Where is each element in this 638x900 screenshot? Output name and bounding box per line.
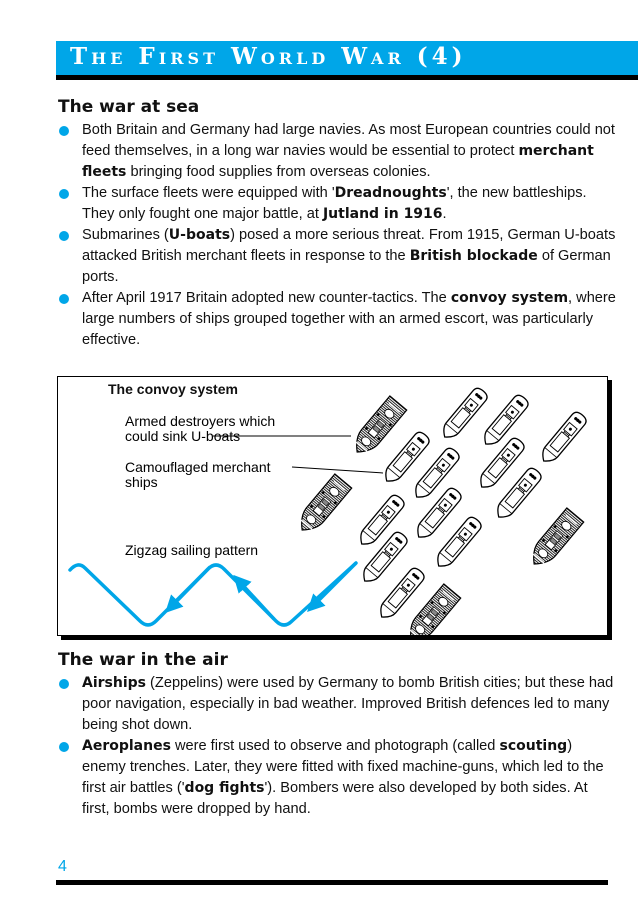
bullet-text: ', the new battleships. They only fought one major battle, at	[82, 185, 587, 222]
key-term: U-boats	[168, 227, 231, 243]
bullet-text: The surface fleets were equipped with '	[82, 185, 335, 201]
convoy-figure	[57, 376, 608, 636]
bullet-item	[58, 736, 618, 820]
sea-bullet-list	[58, 120, 618, 351]
bullet-text: .	[442, 206, 447, 222]
footer-rule	[56, 880, 608, 885]
zigzag-arrow-1	[312, 563, 356, 607]
merchant-ship-icon	[480, 393, 531, 449]
bullet-text: Submarines (	[82, 227, 169, 243]
bullet-dot-icon	[59, 189, 69, 199]
destroyer-icon	[294, 474, 352, 537]
key-term: scouting	[499, 738, 568, 754]
bullet-item	[58, 120, 618, 183]
section-heading-sea: The war at sea	[58, 97, 200, 117]
section-heading-air: The war in the air	[58, 650, 228, 670]
bullet-text: (Zeppelins) were used by Germany to bomb British cities; but these had poor navigation, especially in bad weather. Improved British defences led to many being shot down.	[82, 675, 614, 733]
key-term: British blockade	[409, 248, 538, 264]
bullet-text: '). Bombers were also developed by both sides. At first, bombs were dropped by hand.	[82, 780, 588, 817]
bullet-item	[58, 673, 618, 736]
bullet-item	[58, 183, 618, 225]
key-term: Jutland in 1916	[322, 206, 443, 222]
bullet-dot-icon	[59, 294, 69, 304]
bullet-text: , where large numbers of ships grouped together with an armed escort, was particularly effective.	[82, 290, 616, 348]
bullet-dot-icon	[59, 126, 69, 136]
label-destroyers-line1: Armed destroyers which	[125, 413, 276, 429]
bullet-text: After April 1917 Britain adopted new counter-tactics. The	[82, 290, 451, 306]
bullet-dot-icon	[59, 679, 69, 689]
label-merchant-line2: ships	[125, 474, 158, 490]
bullet-dot-icon	[59, 231, 69, 241]
bullet-text: ) enemy trenches. Later, they were fitted with fixed machine-guns, which led to the first air battles ('	[82, 738, 604, 796]
label-destroyers-line2: could sink U-boats	[125, 428, 241, 444]
bullet-text: were first used to observe and photograph (called	[170, 738, 500, 754]
zigzag-arrow-2	[238, 580, 274, 619]
bullet-item	[58, 288, 618, 351]
destroyer-icon	[526, 508, 584, 571]
page-number: 4	[58, 858, 67, 875]
figure-title: The convoy system	[108, 381, 238, 397]
key-term: Aeroplanes	[82, 738, 171, 754]
key-term: convoy system	[450, 290, 569, 306]
label-zigzag: Zigzag sailing pattern	[125, 542, 259, 558]
zigzag-line	[70, 563, 356, 625]
chapter-title: The First World War (4)	[70, 43, 467, 70]
air-bullet-list	[58, 673, 618, 820]
zigzag-path	[70, 563, 356, 625]
merchant-ship-icon	[439, 386, 490, 442]
key-term: merchant fleets	[82, 143, 594, 180]
merchant-leader-line	[292, 467, 383, 473]
convoy-illustration	[58, 377, 607, 635]
bullet-dot-icon	[59, 742, 69, 752]
destroyer-icon	[349, 396, 407, 459]
bullet-text: bringing food supplies from overseas colonies.	[126, 164, 431, 180]
key-term: Airships	[82, 675, 146, 691]
bullet-text: ) posed a more serious threat. From 1915, German U-boats attacked British merchant fleets in response to the	[82, 227, 616, 264]
chapter-title-bar	[56, 41, 638, 80]
merchant-ship-icon	[538, 410, 589, 466]
bullet-text: of German ports.	[82, 248, 611, 285]
label-merchant-line1: Camouflaged merchant	[125, 459, 271, 475]
key-term: dog fights	[184, 780, 265, 796]
key-term: Dreadnoughts	[334, 185, 447, 201]
bullet-item	[58, 225, 618, 288]
zigzag-arrow-3	[170, 567, 210, 608]
ship-group	[294, 386, 589, 635]
bullet-text: Both Britain and Germany had large navies. As most European countries could not feed themselves, in a long war navies would be essential to protect	[82, 122, 615, 159]
